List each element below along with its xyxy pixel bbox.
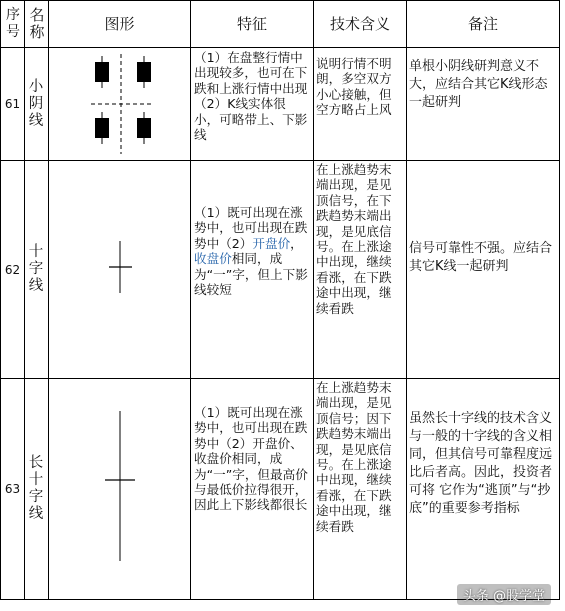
watermark: 头条 @股学堂	[457, 584, 551, 605]
row-feature	[194, 205, 311, 375]
row-seq: 63	[4, 482, 21, 496]
row-meaning: 在上涨趋势末端出现，是见顶信号，在下跌趋势末端出现，是见底信号。在上涨途中出现，继续看涨，在下跌途中出现，继续看跌	[316, 162, 392, 316]
grid-line	[190, 0, 191, 600]
row-meaning: 说明行情不明朗，多空双方小心接触，但空方略占上风	[316, 56, 392, 118]
grid-line	[24, 0, 25, 600]
header-shape: 图形	[104, 14, 135, 33]
row-feature: （1）在盘整行情中出现较多，也可在下跌和上涨行情中出现（2）K线实体很小，可略带上、下影线	[194, 50, 308, 143]
row-note: 单根小阴线研判意义不大，应结合其它K线形态一起研判	[409, 59, 548, 110]
grid-line	[313, 0, 314, 600]
grid-line	[406, 0, 407, 600]
row-name: 十字线	[28, 244, 44, 294]
feature-text: ，	[290, 235, 303, 251]
header-seq: 序号	[6, 7, 20, 40]
grid-line	[559, 0, 560, 600]
header-meaning: 技术含义	[329, 14, 390, 33]
long-doji-cross-icon	[49, 379, 190, 599]
row-meaning: 在上涨趋势末端出现，是见顶信号；因下跌趋势末端出现，是见底信号。在上涨途中出现，继续看涨，在下跌途中出现，继续看跌	[316, 380, 392, 534]
feature-text: （1）既可出现在涨势中，也可出现在跌势中（2）	[194, 205, 308, 251]
row-name: 长十字线	[28, 455, 44, 522]
row-name: 小阴线	[28, 78, 44, 129]
open-price-link[interactable]: 开盘价	[252, 235, 291, 251]
row-seq: 61	[4, 97, 21, 111]
small-bearish-candle-icon	[49, 48, 190, 160]
row-note: 虽然长十字线的技术含义与一般的十字线的含义相同，但其信号可靠程度远比后者高。因此，投资者可将 它作为“逃顶”与“抄底”的重要参考指标	[409, 411, 553, 516]
row-note: 信号可靠性不强。应结合其它K线一起研判	[409, 241, 553, 274]
header-note: 备注	[467, 14, 498, 33]
doji-cross-icon	[49, 161, 190, 378]
close-price-link[interactable]: 收盘价	[194, 251, 232, 267]
header-feature: 特征	[236, 14, 267, 33]
feature-text: 相同，成为“一”字，但上下影线较短	[194, 251, 308, 298]
row-feature: （1）既可出现在涨势中，也可出现在跌势中（2）开盘价、收盘价相同，成为“一”字，但最高价与最低价拉得很开，因此上下影线都很长	[194, 405, 308, 513]
row-seq: 62	[4, 262, 21, 277]
header-name: 名称	[29, 6, 45, 41]
